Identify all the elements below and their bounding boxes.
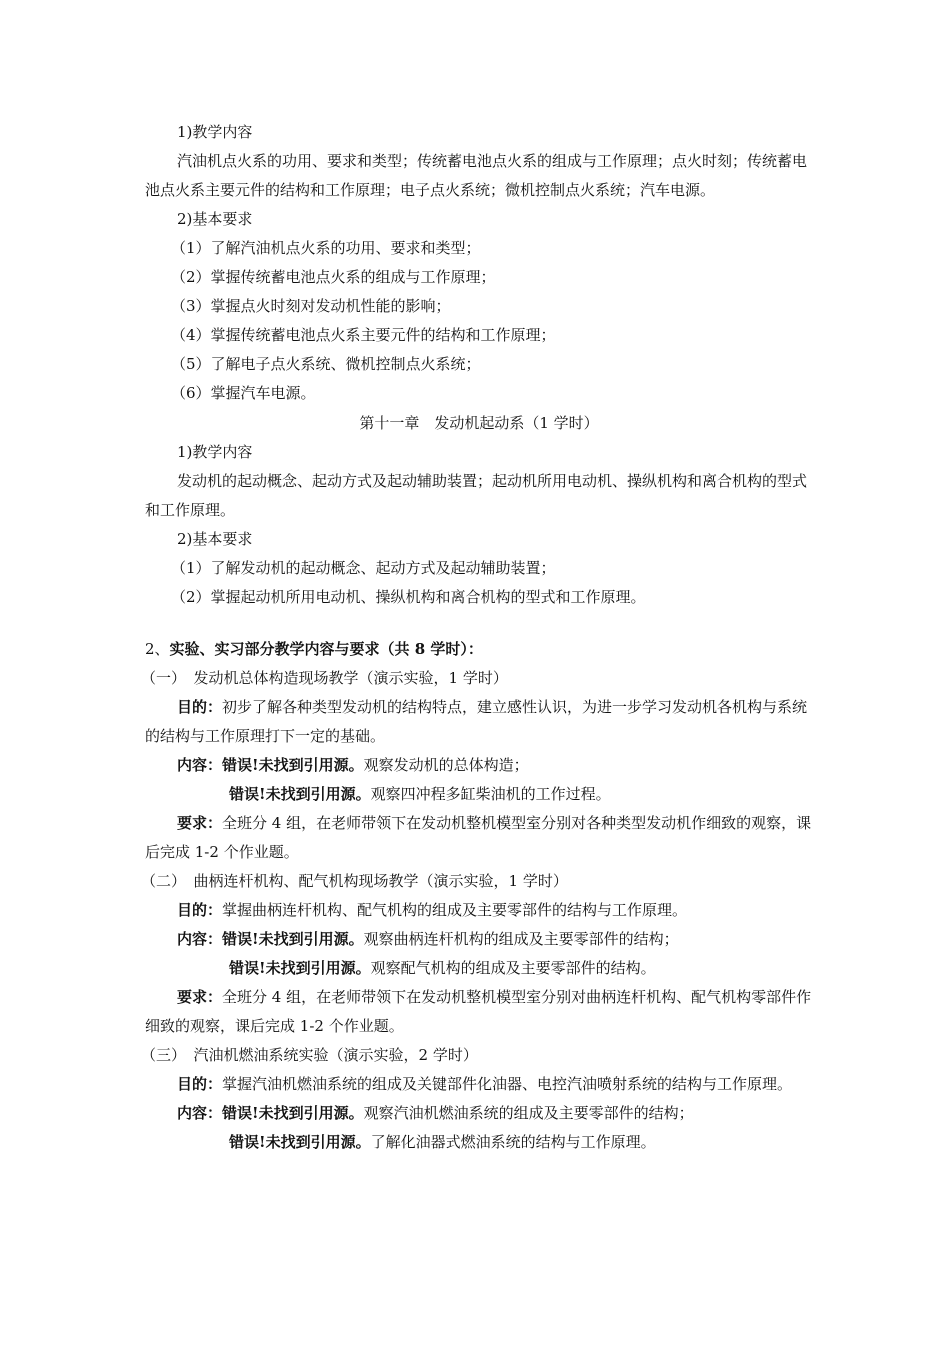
document-page: [141, 118, 813, 1157]
content-label: 内容：: [177, 930, 223, 948]
lab-section-title: （三） 汽油机燃油系统实验（演示实验，2 学时）: [141, 1046, 478, 1064]
lab-section-title: （一） 发动机总体构造现场教学（演示实验，1 学时）: [141, 669, 508, 687]
lab-section-title: （二） 曲柄连杆机构、配气机构现场教学（演示实验，1 学时）: [141, 872, 568, 890]
goal-label: 目的：: [177, 698, 223, 716]
error-ref: 错误!未找到引用源。: [222, 756, 364, 774]
ch11-content-body: 发动机的起动概念、起动方式及起动辅助装置；起动机所用电动机、操纵机构和离合机构的型式和工作原理。: [145, 472, 808, 519]
lab-goal: [145, 896, 813, 925]
content-text: 观察四冲程多缸柴油机的工作过程。: [370, 785, 611, 803]
lab-require: [145, 809, 813, 867]
lab-content-1: [145, 1099, 813, 1128]
require-text: 全班分 4 组，在老师带领下在发动机整机模型室分别对曲柄连杆机构、配气机构零部件作细致的观察，课后完成 1-2 个作业题。: [145, 988, 812, 1035]
ch11-req-heading: 2)基本要求: [177, 530, 253, 548]
lab-content-2: [145, 954, 813, 983]
ch10-req-item: （1）了解汽油机点火系的功用、要求和类型；: [171, 239, 481, 257]
ch10-req-item: （6）掌握汽车电源。: [171, 384, 316, 402]
ch10-req-item: （5）了解电子点火系统、微机控制点火系统；: [171, 355, 481, 373]
lab-content-2: [145, 780, 813, 809]
goal-text: 掌握汽油机燃油系统的组成及关键部件化油器、电控汽油喷射系统的结构与工作原理。: [222, 1075, 793, 1093]
lab-heading-text: 实验、实习部分教学内容与要求（共 8 学时）：: [169, 640, 483, 658]
lab-heading: [145, 635, 813, 664]
goal-label: 目的：: [177, 1075, 223, 1093]
goal-label: 目的：: [177, 901, 223, 919]
error-ref: 错误!未找到引用源。: [229, 1133, 371, 1151]
spacer: [145, 612, 813, 635]
require-label: 要求：: [177, 988, 223, 1006]
ch11-content-heading: 1)教学内容: [177, 443, 253, 461]
lab-content-1: [145, 925, 813, 954]
ch10-req-item: （2）掌握传统蓄电池点火系的组成与工作原理；: [171, 268, 496, 286]
content-text: 观察发动机的总体构造；: [363, 756, 529, 774]
ch11-req-item: （2）掌握起动机所用电动机、操纵机构和离合机构的型式和工作原理。: [171, 588, 646, 606]
content-text: 了解化油器式燃油系统的结构与工作原理。: [370, 1133, 656, 1151]
error-ref: 错误!未找到引用源。: [229, 785, 371, 803]
ch10-req-heading: 2)基本要求: [177, 210, 253, 228]
content-text: 观察配气机构的组成及主要零部件的结构。: [370, 959, 656, 977]
require-label: 要求：: [177, 814, 223, 832]
content-label: 内容：: [177, 1104, 223, 1122]
goal-text: 掌握曲柄连杆机构、配气机构的组成及主要零部件的结构与工作原理。: [222, 901, 688, 919]
require-text: 全班分 4 组，在老师带领下在发动机整机模型室分别对各种类型发动机作细致的观察，课后完成 1-2 个作业题。: [145, 814, 812, 861]
lab-goal: [145, 1070, 813, 1099]
lab-content-1: [145, 751, 813, 780]
lab-heading-number: 2、: [145, 640, 170, 658]
ch10-req-item: （4）掌握传统蓄电池点火系主要元件的结构和工作原理；: [171, 326, 556, 344]
content-text: 观察曲柄连杆机构的组成及主要零部件的结构；: [363, 930, 679, 948]
goal-text: 初步了解各种类型发动机的结构特点，建立感性认识，为进一步学习发动机各机构与系统的结构与工作原理打下一定的基础。: [145, 698, 808, 745]
ch10-content-body: 汽油机点火系的功用、要求和类型；传统蓄电池点火系的组成与工作原理；点火时刻；传统蓄电池点火系主要元件的结构和工作原理；电子点火系统；微机控制点火系统；汽车电源。: [145, 152, 808, 199]
error-ref: 错误!未找到引用源。: [222, 1104, 364, 1122]
ch10-content-heading: 1)教学内容: [177, 123, 253, 141]
error-ref: 错误!未找到引用源。: [229, 959, 371, 977]
lab-goal: [145, 693, 813, 751]
chapter-11-title: 第十一章 发动机起动系（1 学时）: [359, 414, 599, 432]
ch11-req-item: （1）了解发动机的起动概念、起动方式及起动辅助装置；: [171, 559, 556, 577]
error-ref: 错误!未找到引用源。: [222, 930, 364, 948]
content-text: 观察汽油机燃油系统的组成及主要零部件的结构；: [363, 1104, 694, 1122]
lab-require: [145, 983, 813, 1041]
lab-content-2: [145, 1128, 813, 1157]
ch10-req-item: （3）掌握点火时刻对发动机性能的影响；: [171, 297, 451, 315]
content-label: 内容：: [177, 756, 223, 774]
